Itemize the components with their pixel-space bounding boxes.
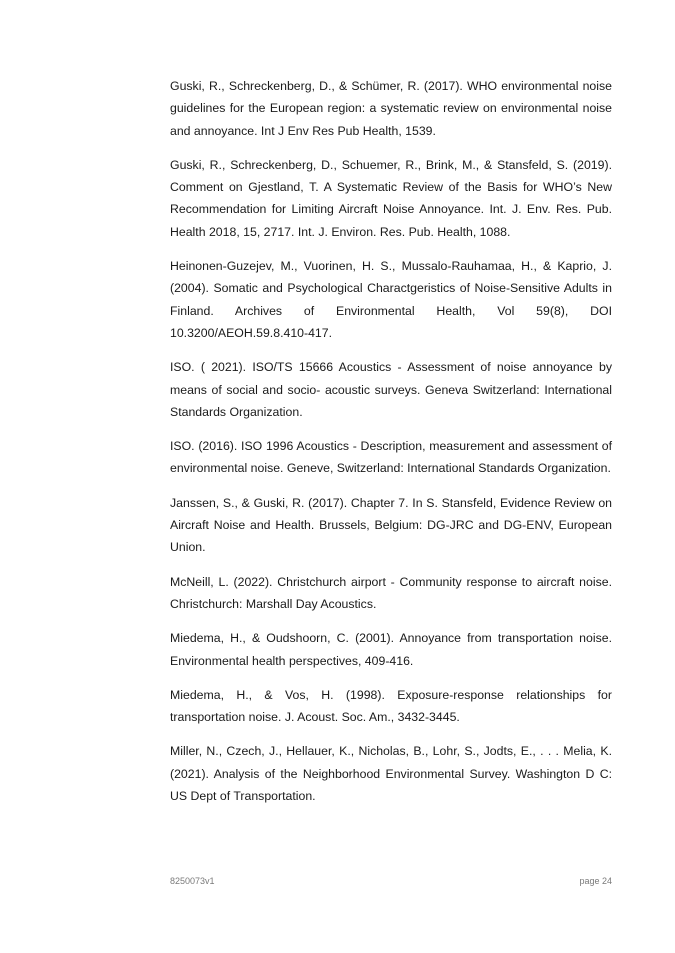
reference-entry: Janssen, S., & Guski, R. (2017). Chapter 7. In S. Stansfeld, Evidence Review on Aircraft Noise and Health. Brussels, Belgium: DG-JRC and DG-ENV, European Union. <box>170 495 612 555</box>
reference-entry: McNeill, L. (2022). Christchurch airport - Community response to aircraft noise. Christchurch: Marshall Day Acoustics. <box>170 574 612 611</box>
reference-entry: ISO. (2016). ISO 1996 Acoustics - Description, measurement and assessment of environmental noise. Geneve, Switzerland: International Standards Organization. <box>170 439 612 476</box>
footer-document-id: 8250073v1 <box>170 876 215 886</box>
reference-entry: Heinonen-Guzejev, M., Vuorinen, H. S., Mussalo-Rauhamaa, H., & Kaprio, J. (2004). Somatic and Psychological Charactgeristics of Noise-Sensitive Adults in Finland. Archives of Environmental Health, Vol 59(8), DOI 10.3200/AEOH.59.8.410-417. <box>170 259 612 340</box>
reference-entry: Miedema, H., & Oudshoorn, C. (2001). Annoyance from transportation noise. Environmental health perspectives, 409-416. <box>170 631 612 668</box>
reference-entry: Miller, N., Czech, J., Hellauer, K., Nicholas, B., Lohr, S., Jodts, E., . . . Melia, K. (2021). Analysis of the Neighborhood Environmental Survey. Washington D C: US Dept of Transportation. <box>170 744 612 804</box>
reference-entry: Miedema, H., & Vos, H. (1998). Exposure-response relationships for transportation noise. J. Acoust. Soc. Am., 3432-3445. <box>170 687 612 725</box>
reference-entry: ISO. ( 2021). ISO/TS 15666 Acoustics - Assessment of noise annoyance by means of social and socio- acoustic surveys. Geneva Switzerland: International Standards Organization. <box>170 360 612 419</box>
footer-page-number: page 24 <box>579 876 612 886</box>
reference-entry: Guski, R., Schreckenberg, D., Schuemer, R., Brink, M., & Stansfeld, S. (2019). Comment on Gjestland, T. A Systematic Review of the Basis for WHO’s New Recommendation for Limiting Aircraft Noise Annoyance. Int. J. Env. Res. Pub. Health 2018, 15, 2717. Int. J. Environ. Res. Pub. Health, 1088. <box>170 157 612 239</box>
reference-entry: Guski, R., Schreckenberg, D., & Schümer, R. (2017). WHO environmental noise guidelines for the European region: a systematic review on environmental noise and annoyance. Int J Env Res Pub Health, 1539. <box>170 79 612 138</box>
reference-list <box>170 75 612 819</box>
